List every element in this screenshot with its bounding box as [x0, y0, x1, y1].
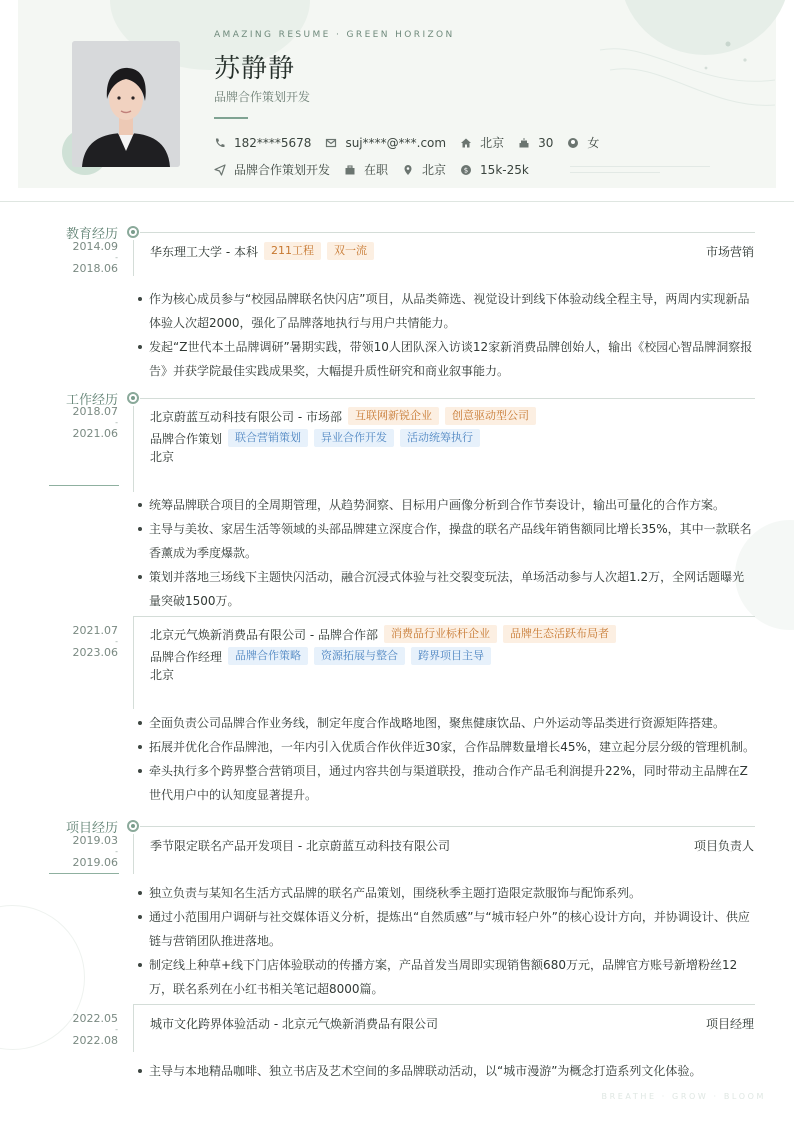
- education-major: 市场营销: [705, 245, 754, 259]
- project-role: 项目经理: [705, 1017, 754, 1031]
- company-tag: 互联网新锐企业: [348, 407, 439, 425]
- list-item: 通过小范围用户调研与社交媒体语义分析，提炼出“自然质感”与“城市轻户外”的核心设计方向，并协调设计、供应链与营销团队推进落地。: [138, 905, 756, 953]
- email-item: [325, 136, 446, 150]
- job-company: [150, 625, 616, 643]
- entry-rule: [133, 616, 755, 617]
- footer-motto: BREATHE · GROW · BLOOM: [601, 1092, 766, 1101]
- school-line: 华东理工大学 - 本科: [150, 244, 258, 259]
- gender-icon: [567, 137, 579, 149]
- target-job-item: [214, 161, 330, 178]
- company-tag: 消费品行业标杆企业: [384, 625, 497, 643]
- skill-tag: 联合营销策划: [228, 429, 308, 447]
- status-item: [344, 161, 388, 178]
- skill-tag: 跨界项目主导: [411, 647, 491, 665]
- gender-value: 女: [587, 136, 600, 150]
- list-item: 发起“Z世代本土品牌调研”暑期实践，带领10人团队深入访谈12家新消费品牌创始人，输出《校园心智品牌洞察报告》并获学院最佳实践成果奖，大幅提升质性研究和商业叙事能力。: [138, 335, 756, 383]
- section-title-projects: 项目经历: [65, 821, 118, 836]
- phone-icon: [214, 137, 226, 149]
- project-bullets: [138, 1059, 756, 1083]
- timeline-line: [133, 616, 134, 709]
- project-bullets: [138, 881, 756, 1001]
- entry-rule: [133, 1004, 755, 1005]
- work-date: 2021.07 - 2023.06: [72, 624, 118, 659]
- candidate-role: 品牌合作策划开发: [214, 90, 311, 104]
- section-rule: [140, 398, 755, 399]
- salary-item: [460, 163, 529, 177]
- school-tag: 211工程: [264, 242, 321, 260]
- briefcase-icon: [344, 164, 356, 176]
- job-bullets: [138, 493, 756, 613]
- date-end: 2019.06: [72, 856, 118, 869]
- header-decor-line: [570, 172, 660, 173]
- company-line: 北京元气焕新消费品有限公司 - 品牌合作部: [150, 627, 378, 642]
- date-end: 2021.06: [72, 427, 118, 440]
- target-job-value: 品牌合作策划开发: [234, 163, 331, 177]
- section-title-education: 教育经历: [65, 227, 118, 242]
- candidate-name: 苏静静: [214, 54, 296, 84]
- section-rule: [140, 232, 755, 233]
- job-intent-row: [214, 161, 543, 178]
- education-date: 2014.09 - 2018.06: [72, 240, 118, 275]
- list-item: 全面负责公司品牌合作业务线，制定年度合作战略地图，聚焦健康饮品、户外运动等品类进行资源矩阵搭建。: [138, 711, 756, 735]
- skill-tag: 品牌合作策略: [228, 647, 308, 665]
- timeline-line: [133, 1004, 134, 1052]
- gender-item: [567, 134, 599, 151]
- location-pin-icon: [402, 164, 414, 176]
- section-rule: [140, 826, 755, 827]
- header-decor-line: [570, 166, 710, 167]
- section-title-work: 工作经历: [65, 393, 118, 408]
- education-school: [150, 242, 374, 260]
- job-city: 北京: [150, 668, 175, 682]
- timeline-line: [133, 240, 134, 276]
- list-item: 主导与美妆、家居生活等领域的头部品牌建立深度合作，操盘的联名产品线年销售额同比增长35%，其中一款联名香薰成为季度爆款。: [138, 517, 756, 565]
- hometown-value: 北京: [480, 136, 505, 150]
- list-item: 策划并落地三场线下主题快闪活动，融合沉浸式体验与社交裂变玩法，单场活动参与人次超1.2万，全网话题曝光量突破1500万。: [138, 565, 756, 613]
- header-decor-waves: [590, 10, 780, 120]
- date-start: 2019.03: [72, 834, 118, 847]
- school-tag: 双一流: [327, 242, 374, 260]
- home-icon: [460, 137, 472, 149]
- cake-icon: [518, 137, 530, 149]
- header-divider: [0, 201, 794, 202]
- timeline-node-education: [127, 226, 139, 238]
- age-value: 30: [538, 135, 554, 150]
- position-value: 品牌合作策划: [150, 431, 223, 446]
- list-item: 制定线上种草+线下门店体验联动的传播方案，产品首发当周即实现销售额680万元，品牌官方账号新增粉丝12万，联名系列在小红书相关笔记超8000篇。: [138, 953, 756, 1001]
- job-company: [150, 407, 536, 425]
- project-name: 季节限定联名产品开发项目 - 北京蔚蓝互动科技有限公司: [150, 839, 450, 853]
- profile-photo: [72, 41, 180, 167]
- work-date: 2018.07 - 2021.06: [72, 405, 118, 440]
- date-start: 2022.05: [72, 1012, 118, 1025]
- date-end: 2018.06: [72, 262, 118, 275]
- project-name: 城市文化跨界体验活动 - 北京元气焕新消费品有限公司: [150, 1017, 438, 1031]
- date-end: 2023.06: [72, 646, 118, 659]
- date-start: 2021.07: [72, 624, 118, 637]
- list-item: 独立负责与某知名生活方式品牌的联名产品策划，围绕秋季主题打造限定款服饰与配饰系列。: [138, 881, 756, 905]
- mail-icon: [325, 137, 337, 149]
- date-start: 2018.07: [72, 405, 118, 418]
- email-value: suj****@***.com: [345, 135, 447, 150]
- company-tag: 品牌生态活跃布局者: [503, 625, 616, 643]
- job-bullets: [138, 711, 756, 807]
- target-city-item: [402, 161, 446, 178]
- company-tag: 创意驱动型公司: [445, 407, 536, 425]
- status-value: 在职: [364, 163, 389, 177]
- timeline-node-work: [127, 392, 139, 404]
- phone-value: 182****5678: [234, 135, 312, 150]
- section-underline: [49, 485, 119, 486]
- company-line: 北京蔚蓝互动科技有限公司 - 市场部: [150, 409, 342, 424]
- list-item: 牵头执行多个跨界整合营销项目，通过内容共创与渠道联投，推动合作产品毛利润提升22%，同时带动主品牌在Z世代用户中的认知度显著提升。: [138, 759, 756, 807]
- contact-row: [214, 134, 613, 151]
- timeline-node-projects: [127, 820, 139, 832]
- money-icon: [460, 164, 472, 176]
- list-item: 主导与本地精品咖啡、独立书店及艺术空间的多品牌联动活动，以“城市漫游”为概念打造系列文化体验。: [138, 1059, 756, 1083]
- job-city: 北京: [150, 450, 175, 464]
- list-item: 作为核心成员参与“校园品牌联名快闪店”项目，从品类筛选、视觉设计到线下体验动线全程主导，两周内实现新品体验人次超2000，强化了品牌落地执行与用户共情能力。: [138, 287, 756, 335]
- skill-tag: 异业合作开发: [314, 429, 394, 447]
- skill-tag: 活动统筹执行: [400, 429, 480, 447]
- project-role: 项目负责人: [693, 839, 754, 853]
- list-item: 统筹品牌联合项目的全周期管理，从趋势洞察、目标用户画像分析到合作节奏设计，输出可量化的合作方案。: [138, 493, 756, 517]
- timeline-line: [133, 834, 134, 874]
- date-start: 2014.09: [72, 240, 118, 253]
- salary-value: 15k-25k: [480, 162, 529, 177]
- svg-text:$: $: [463, 166, 469, 175]
- phone-item: [214, 136, 311, 150]
- position-value: 品牌合作经理: [150, 649, 223, 664]
- project-date: 2019.03 - 2019.06: [72, 834, 118, 869]
- role-underline: [214, 117, 248, 119]
- job-position: [150, 647, 491, 665]
- timeline-line: [133, 406, 134, 492]
- education-bullets: [138, 287, 756, 383]
- send-icon: [214, 164, 226, 176]
- project-date: 2022.05 - 2022.08: [72, 1012, 118, 1047]
- list-item: 拓展并优化合作品牌池，一年内引入优质合作伙伴近30家，合作品牌数量增长45%，建立起分层分级的管理机制。: [138, 735, 756, 759]
- target-city-value: 北京: [422, 163, 447, 177]
- brand-line: AMAZING RESUME · GREEN HORIZON: [214, 30, 455, 40]
- age-item: [518, 136, 553, 150]
- job-position: [150, 429, 480, 447]
- date-end: 2022.08: [72, 1034, 118, 1047]
- hometown-item: [460, 134, 504, 151]
- skill-tag: 资源拓展与整合: [314, 647, 405, 665]
- section-underline: [49, 873, 119, 874]
